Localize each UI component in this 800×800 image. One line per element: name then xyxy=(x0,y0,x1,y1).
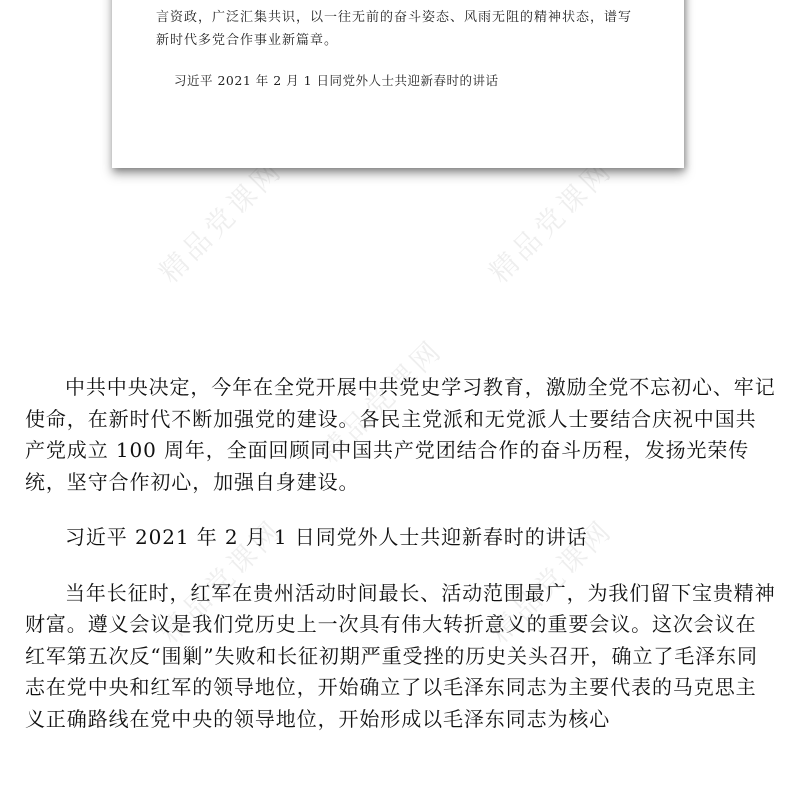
quote-card-image xyxy=(112,0,684,168)
watermark: 精品党课网 xyxy=(482,512,620,650)
watermark: 精品党课网 xyxy=(482,152,620,290)
speech-source: 习近平 2021 年 2 月 1 日同党外人士共迎新春时的讲话 xyxy=(65,525,588,549)
quote-card-line: 言资政，广泛汇集共识，以一往无前的奋斗姿态、风雨无阻的精神状态，谱写 xyxy=(156,10,633,25)
watermark: 精品党课网 xyxy=(152,512,290,650)
watermark: 精品党课网 xyxy=(152,152,290,290)
quote-card-source: 习近平 2021 年 2 月 1 日同党外人士共迎新春时的讲话 xyxy=(174,73,499,88)
paragraph: 中共中央决定，今年在全党开展中共党史学习教育，激励全党不忘初心、牢记使命，在新时代不断加强党的建设。各民主党派和无党派人士要结合庆祝中国共产党成立 100 周年，全面回顾同中国共产党团结合作的奋斗历程，发扬光荣传统，坚守合作初心，加强自身建设。 xyxy=(25,375,776,494)
quote-card-text xyxy=(156,6,656,52)
article-body xyxy=(25,372,777,735)
watermark: 精品党课网 xyxy=(312,332,450,470)
paragraph: 当年长征时，红军在贵州活动时间最长、活动范围最广，为我们留下宝贵精神财富。遵义会议是我们党历史上一次具有伟大转折意义的重要会议。这次会议在红军第五次反“围剿”失败和长征初期严重受挫的历史关头召开，确立了毛泽东同志在党中央和红军的领导地位，开始确立了以毛泽东同志为主要代表的马克思主义正确路线在党中央的领导地位，开始形成以毛泽东同志为核心 xyxy=(25,580,776,731)
quote-card-line: 新时代多党合作事业新篇章。 xyxy=(156,33,339,48)
